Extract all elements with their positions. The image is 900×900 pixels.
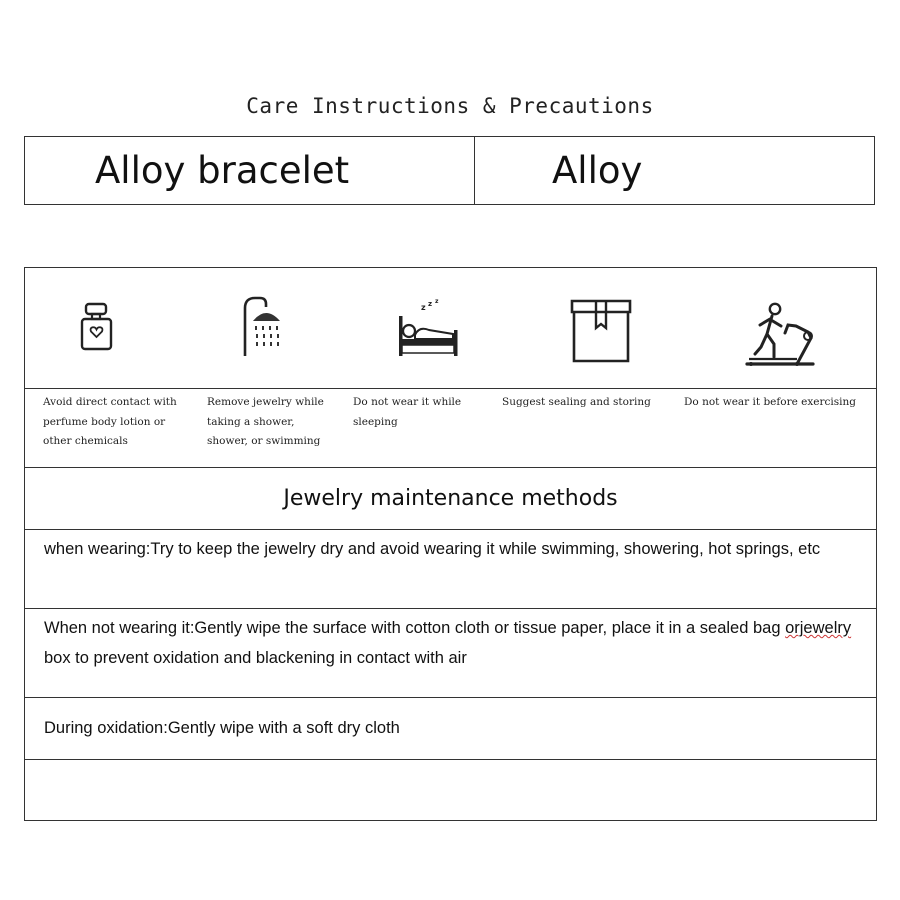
precaution-captions: [25, 389, 876, 468]
empty-row: [25, 760, 876, 821]
treadmill-exercise-icon: [741, 302, 817, 372]
page-title: Care Instructions & Precautions: [246, 94, 654, 118]
not-wearing-text-end: box to prevent oxidation and blackening in contact with air: [44, 649, 467, 667]
product-header-table: [24, 136, 875, 205]
care-table: [24, 267, 877, 821]
caption-storing: Suggest sealing and storing: [502, 396, 651, 408]
maintenance-oxidation: [25, 698, 876, 760]
caption-perfume: Avoid direct contact with perfume body lotion or other chemicals: [43, 396, 177, 447]
caption-shower: Remove jewelry while taking a shower, shower, or swimming: [207, 396, 324, 447]
shower-icon: [240, 294, 292, 358]
icon-row: [25, 268, 876, 389]
product-name: Alloy bracelet: [25, 137, 475, 204]
storage-box-icon: [570, 298, 632, 364]
maintenance-wearing-text: when wearing:Try to keep the jewelry dry and avoid wearing it while swimming, showering, hot springs, etc: [44, 540, 821, 558]
caption-sleeping: Do not wear it while sleeping: [353, 396, 462, 428]
caption-exercising: Do not wear it before exercising: [684, 396, 857, 408]
spellcheck-underlined-word: orjewelry: [785, 619, 852, 637]
maintenance-heading: Jewelry maintenance methods: [25, 468, 876, 530]
svg-text:z: z: [428, 300, 433, 308]
maintenance-not-wearing: [25, 609, 876, 698]
maintenance-wearing: [25, 530, 876, 609]
perfume-bottle-icon: [77, 301, 117, 353]
svg-text:z: z: [421, 303, 426, 312]
sleeping-bed-icon: [397, 298, 459, 358]
product-material: Alloy: [552, 149, 643, 192]
not-wearing-text-start: When not wearing it:Gently wipe the surface with cotton cloth or tissue paper, place it in a sealed bag: [44, 619, 786, 637]
maintenance-oxidation-text: During oxidation:Gently wipe with a soft dry cloth: [44, 719, 400, 737]
svg-text:z: z: [435, 298, 439, 305]
